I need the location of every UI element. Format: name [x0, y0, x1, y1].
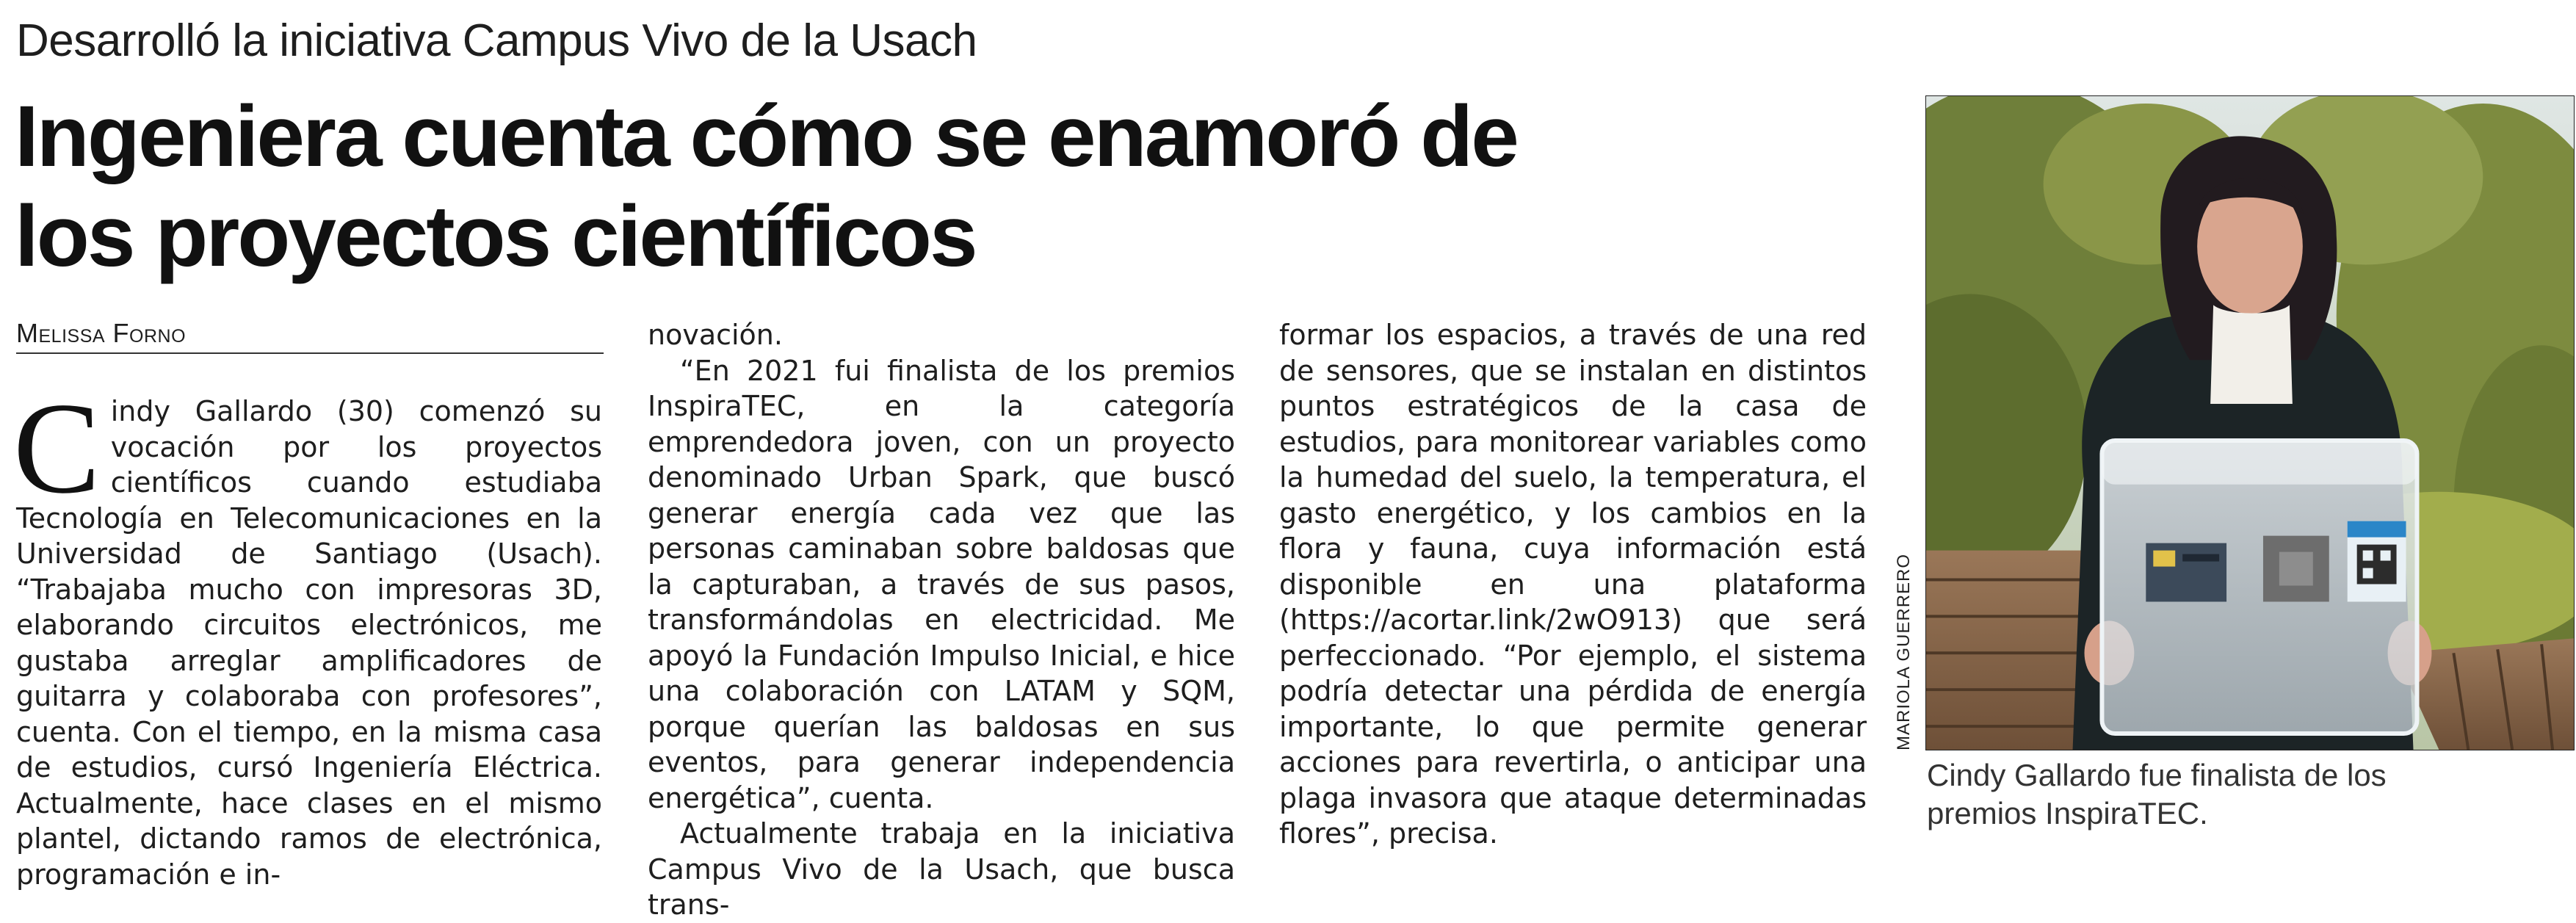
article-column-2	[648, 317, 1235, 923]
article-photo	[1925, 95, 2575, 750]
headline-line-2: los proyectos científicos	[15, 188, 976, 285]
author-byline: Melissa Forno	[16, 316, 604, 354]
paragraph-continuation: novación.	[648, 319, 783, 351]
drop-cap: C	[13, 375, 101, 521]
headline-line-1: Ingeniera cuenta cómo se enamoró de	[15, 88, 1517, 185]
article-column-1	[13, 375, 602, 892]
photo-illustration	[1926, 96, 2574, 750]
photo-credit: MARIOLA GUERRERO	[1894, 553, 1914, 750]
article-column-3	[1279, 317, 1867, 852]
article-headline	[15, 87, 1557, 286]
paragraph-intro	[13, 375, 602, 892]
paragraph-intro-text: indy Gallardo (30) comenzó su vocación por los proyectos científicos cuando estudiaba Tecnología en Telecomunicaciones en la Universidad de Santiago (Usach). “Trabajaba mucho con impresoras 3D, elaborando circuitos electrónicos, me gustaba arreglar amplificadores de guitarra y colaboraba con profesores”, cuenta. Con el tiempo, en la misma casa de estudios, cursó Ingeniería Eléctrica. Actualmente, hace clases en el mismo plantel, dictando ramos de electrónica, programación e in-	[16, 395, 602, 891]
photo-caption	[1927, 756, 2573, 833]
caption-line-1: Cindy Gallardo fue finalista de los	[1927, 758, 2387, 792]
paragraph-campus-vivo-continued: formar los espacios, a través de una red de sensores, que se instalan en distintos puntos estratégicos de la casa de estudios, para monitorear variables como la humedad del suelo, la temperatura, el gasto energético, y los cambios en la flora y fauna, cuya información está disponible en una plataforma (https://acortar.link/2wO913) que será perfeccionado. “Por ejemplo, el sistema podría detectar una pérdida de energía importante, lo que permite generar acciones para revertirla, o anticipar una plaga invasora que ataque determinadas flores”, precisa.	[1279, 319, 1867, 850]
article-kicker: Desarrolló la iniciativa Campus Vivo de la Usach	[16, 15, 977, 66]
paragraph-campus-vivo: Actualmente trabaja en la iniciativa Campus Vivo de la Usach, que busca trans-	[648, 817, 1235, 921]
paragraph-inspiratec: “En 2021 fui finalista de los premios InspiraTEC, en la categoría emprendedora joven, con un proyecto denominado Urban Spark, que buscó generar energía cada vez que las personas caminaban sobre baldosas que la capturaban, a través de sus pasos, transformándolas en electricidad. Me apoyó la Fundación Impulso Inicial, e hice una colaboración con LATAM y SQM, porque querían las baldosas en sus eventos, para generar independencia energética”, cuenta.	[648, 354, 1235, 814]
caption-line-2: premios InspiraTEC.	[1927, 796, 2208, 830]
